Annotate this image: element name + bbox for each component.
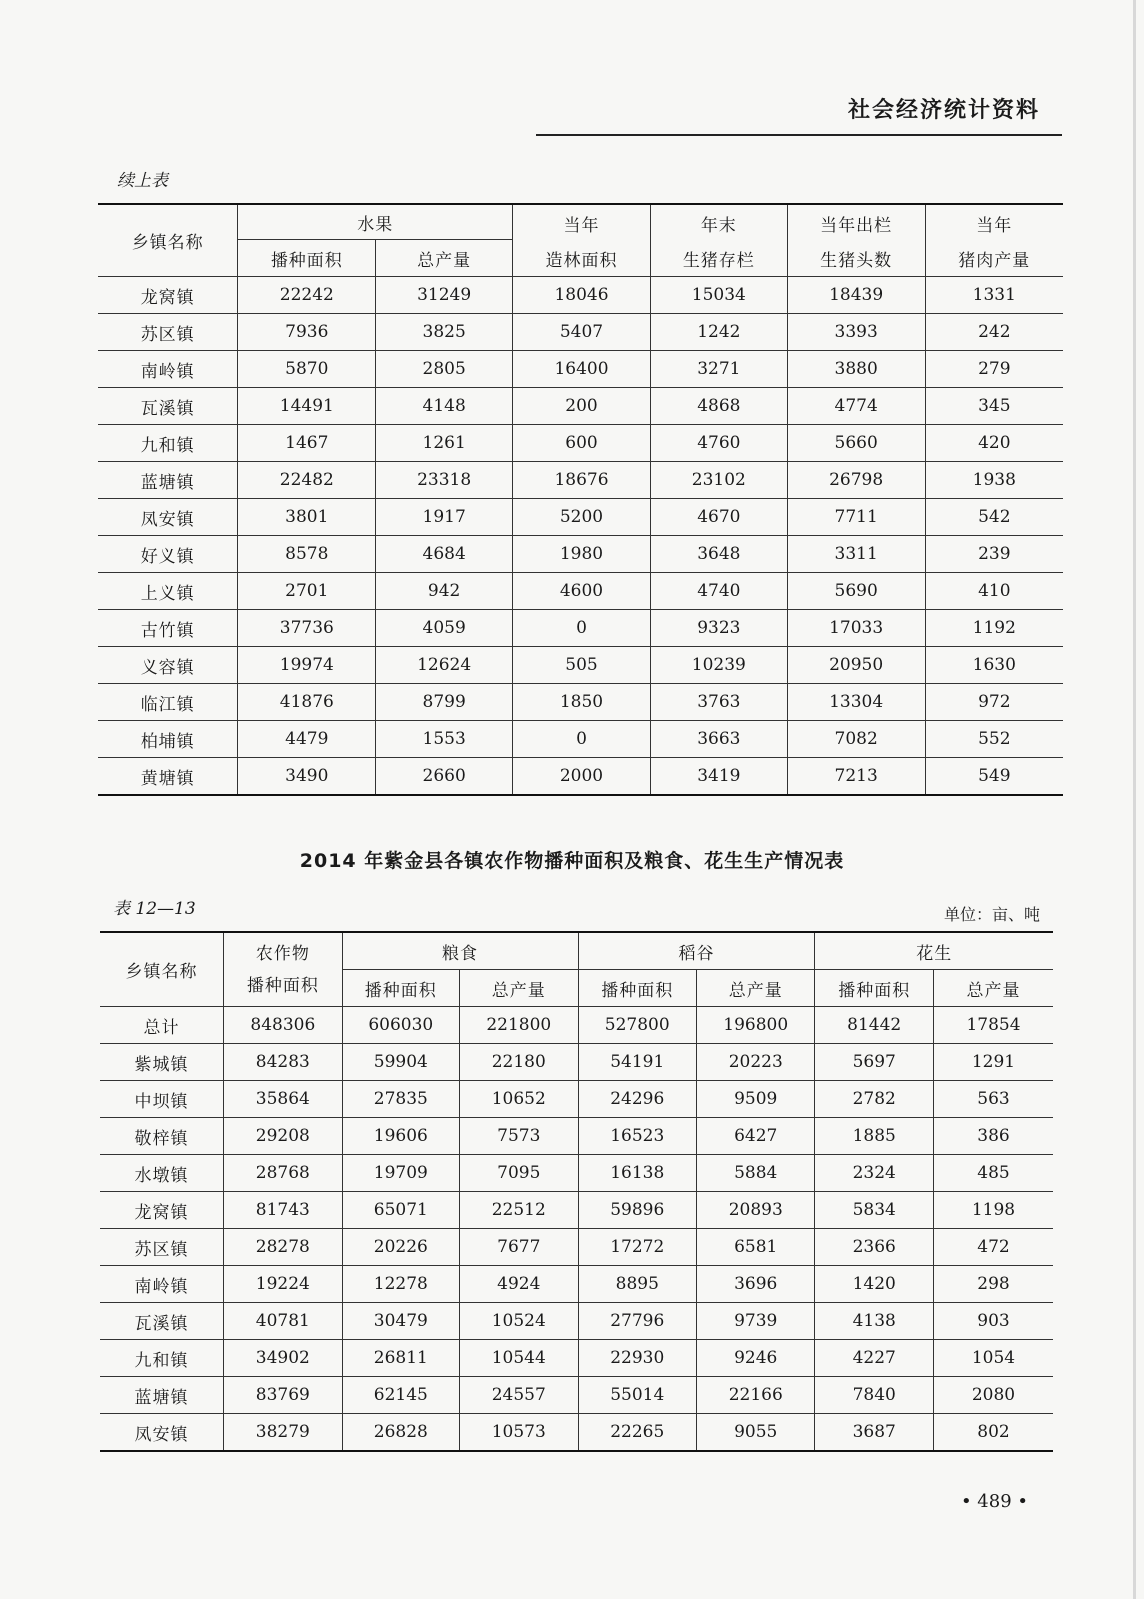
page-number: • 489 • bbox=[960, 1491, 1028, 1512]
header-crop-area bbox=[224, 932, 342, 1007]
value-cell: 5200 bbox=[513, 499, 651, 536]
header-line: 当年 bbox=[976, 215, 1013, 236]
value-cell: 1331 bbox=[925, 277, 1063, 314]
value-cell: 40781 bbox=[224, 1303, 342, 1340]
value-cell: 5690 bbox=[787, 573, 925, 610]
value-cell: 2000 bbox=[513, 758, 651, 796]
town-name-cell: 南岭镇 bbox=[98, 351, 238, 388]
table-row bbox=[100, 1044, 1053, 1081]
value-cell: 3648 bbox=[650, 536, 787, 573]
header-line: 农作物 bbox=[255, 943, 310, 964]
value-cell: 6581 bbox=[697, 1229, 815, 1266]
value-cell: 1553 bbox=[376, 721, 513, 758]
town-name-cell: 蓝塘镇 bbox=[98, 462, 238, 499]
value-cell: 9509 bbox=[697, 1081, 815, 1118]
value-cell: 3687 bbox=[815, 1414, 933, 1452]
value-cell: 4684 bbox=[376, 536, 513, 573]
value-cell: 505 bbox=[513, 647, 651, 684]
value-cell: 24296 bbox=[578, 1081, 696, 1118]
value-cell: 22482 bbox=[238, 462, 376, 499]
value-cell: 4227 bbox=[815, 1340, 933, 1377]
table2-unit: 单位：亩、吨 bbox=[943, 905, 1040, 924]
value-cell: 196800 bbox=[697, 1007, 815, 1044]
value-cell: 10544 bbox=[460, 1340, 578, 1377]
value-cell: 2701 bbox=[238, 573, 376, 610]
table1-body bbox=[98, 277, 1063, 796]
value-cell: 4670 bbox=[650, 499, 787, 536]
table-row bbox=[98, 721, 1063, 758]
town-name-cell: 龙窝镇 bbox=[98, 277, 238, 314]
running-head: 社会经济统计资料 bbox=[847, 98, 1040, 123]
scan-edge bbox=[1133, 0, 1136, 1599]
table-row bbox=[98, 351, 1063, 388]
header-fruit-output: 总产量 bbox=[376, 240, 513, 277]
header-line: 当年出栏 bbox=[820, 215, 893, 236]
value-cell: 7095 bbox=[460, 1155, 578, 1192]
value-cell: 34902 bbox=[224, 1340, 342, 1377]
value-cell: 221800 bbox=[460, 1007, 578, 1044]
value-cell: 1420 bbox=[815, 1266, 933, 1303]
town-name-cell: 苏区镇 bbox=[98, 314, 238, 351]
header-line: 生猪头数 bbox=[820, 250, 893, 271]
value-cell: 4600 bbox=[513, 573, 651, 610]
value-cell: 9739 bbox=[697, 1303, 815, 1340]
value-cell: 242 bbox=[925, 314, 1063, 351]
table-row bbox=[100, 1266, 1053, 1303]
header-afforestation bbox=[513, 204, 651, 277]
value-cell: 22512 bbox=[460, 1192, 578, 1229]
value-cell: 12278 bbox=[342, 1266, 459, 1303]
header-line: 造林面积 bbox=[545, 250, 618, 271]
value-cell: 65071 bbox=[342, 1192, 459, 1229]
town-name-cell: 紫城镇 bbox=[100, 1044, 224, 1081]
town-name-cell: 瓦溪镇 bbox=[100, 1303, 224, 1340]
value-cell: 3801 bbox=[238, 499, 376, 536]
value-cell: 2366 bbox=[815, 1229, 933, 1266]
header-line: 生猪存栏 bbox=[682, 250, 755, 271]
value-cell: 5407 bbox=[513, 314, 651, 351]
table-row bbox=[98, 425, 1063, 462]
table-row bbox=[100, 1303, 1053, 1340]
table-row bbox=[100, 1081, 1053, 1118]
value-cell: 472 bbox=[933, 1229, 1053, 1266]
value-cell: 9246 bbox=[697, 1340, 815, 1377]
value-cell: 81442 bbox=[815, 1007, 933, 1044]
town-name-cell: 古竹镇 bbox=[98, 610, 238, 647]
value-cell: 1261 bbox=[376, 425, 513, 462]
value-cell: 2660 bbox=[376, 758, 513, 796]
value-cell: 279 bbox=[925, 351, 1063, 388]
value-cell: 3393 bbox=[787, 314, 925, 351]
value-cell: 83769 bbox=[224, 1377, 342, 1414]
town-name-cell: 凤安镇 bbox=[100, 1414, 224, 1452]
value-cell: 549 bbox=[925, 758, 1063, 796]
value-cell: 23102 bbox=[650, 462, 787, 499]
header-line: 播种面积 bbox=[246, 975, 319, 996]
value-cell: 22180 bbox=[460, 1044, 578, 1081]
town-name-cell: 蓝塘镇 bbox=[100, 1377, 224, 1414]
town-name-cell: 南岭镇 bbox=[100, 1266, 224, 1303]
value-cell: 4479 bbox=[238, 721, 376, 758]
town-name-cell: 敬梓镇 bbox=[100, 1118, 224, 1155]
value-cell: 298 bbox=[933, 1266, 1053, 1303]
value-cell: 5870 bbox=[238, 351, 376, 388]
value-cell: 4740 bbox=[650, 573, 787, 610]
value-cell: 4924 bbox=[460, 1266, 578, 1303]
value-cell: 10239 bbox=[650, 647, 787, 684]
value-cell: 20226 bbox=[342, 1229, 459, 1266]
value-cell: 972 bbox=[925, 684, 1063, 721]
value-cell: 7677 bbox=[460, 1229, 578, 1266]
town-name-cell: 瓦溪镇 bbox=[98, 388, 238, 425]
table-row bbox=[98, 462, 1063, 499]
value-cell: 2782 bbox=[815, 1081, 933, 1118]
town-name-cell: 总计 bbox=[100, 1007, 224, 1044]
table-row bbox=[98, 388, 1063, 425]
value-cell: 4138 bbox=[815, 1303, 933, 1340]
value-cell: 8578 bbox=[238, 536, 376, 573]
header-rule bbox=[536, 134, 1062, 136]
value-cell: 19224 bbox=[224, 1266, 342, 1303]
table-row bbox=[98, 499, 1063, 536]
value-cell: 1192 bbox=[925, 610, 1063, 647]
value-cell: 7840 bbox=[815, 1377, 933, 1414]
value-cell: 942 bbox=[376, 573, 513, 610]
town-name-cell: 九和镇 bbox=[100, 1340, 224, 1377]
value-cell: 3419 bbox=[650, 758, 787, 796]
value-cell: 23318 bbox=[376, 462, 513, 499]
table-row bbox=[98, 573, 1063, 610]
value-cell: 20223 bbox=[697, 1044, 815, 1081]
value-cell: 19974 bbox=[238, 647, 376, 684]
town-name-cell: 柏埔镇 bbox=[98, 721, 238, 758]
value-cell: 30479 bbox=[342, 1303, 459, 1340]
value-cell: 59896 bbox=[578, 1192, 696, 1229]
value-cell: 1850 bbox=[513, 684, 651, 721]
value-cell: 386 bbox=[933, 1118, 1053, 1155]
header-peanut-output: 总产量 bbox=[933, 970, 1053, 1007]
value-cell: 54191 bbox=[578, 1044, 696, 1081]
value-cell: 2324 bbox=[815, 1155, 933, 1192]
town-name-cell: 临江镇 bbox=[98, 684, 238, 721]
value-cell: 81743 bbox=[224, 1192, 342, 1229]
table1-caption: 续上表 bbox=[117, 171, 168, 191]
value-cell: 7213 bbox=[787, 758, 925, 796]
value-cell: 20893 bbox=[697, 1192, 815, 1229]
value-cell: 12624 bbox=[376, 647, 513, 684]
value-cell: 0 bbox=[513, 610, 651, 647]
header-pig-stock bbox=[650, 204, 787, 277]
value-cell: 31249 bbox=[376, 277, 513, 314]
value-cell: 26798 bbox=[787, 462, 925, 499]
value-cell: 527800 bbox=[578, 1007, 696, 1044]
value-cell: 7573 bbox=[460, 1118, 578, 1155]
value-cell: 1242 bbox=[650, 314, 787, 351]
value-cell: 6427 bbox=[697, 1118, 815, 1155]
value-cell: 8895 bbox=[578, 1266, 696, 1303]
header-fruit-area: 播种面积 bbox=[238, 240, 376, 277]
value-cell: 4760 bbox=[650, 425, 787, 462]
value-cell: 9055 bbox=[697, 1414, 815, 1452]
table2-title: 2014 年紫金县各镇农作物播种面积及粮食、花生生产情况表 bbox=[299, 850, 845, 872]
value-cell: 9323 bbox=[650, 610, 787, 647]
header-peanut: 花生 bbox=[815, 932, 1053, 970]
town-name-cell: 水墩镇 bbox=[100, 1155, 224, 1192]
value-cell: 16400 bbox=[513, 351, 651, 388]
value-cell: 542 bbox=[925, 499, 1063, 536]
town-name-cell: 凤安镇 bbox=[98, 499, 238, 536]
value-cell: 345 bbox=[925, 388, 1063, 425]
value-cell: 903 bbox=[933, 1303, 1053, 1340]
value-cell: 4148 bbox=[376, 388, 513, 425]
value-cell: 239 bbox=[925, 536, 1063, 573]
value-cell: 4774 bbox=[787, 388, 925, 425]
value-cell: 20950 bbox=[787, 647, 925, 684]
value-cell: 22265 bbox=[578, 1414, 696, 1452]
table-livestock-fruit bbox=[98, 203, 1063, 796]
value-cell: 3763 bbox=[650, 684, 787, 721]
value-cell: 38279 bbox=[224, 1414, 342, 1452]
table-row bbox=[100, 1377, 1053, 1414]
value-cell: 4868 bbox=[650, 388, 787, 425]
value-cell: 606030 bbox=[342, 1007, 459, 1044]
table-crops-grain-peanut bbox=[100, 931, 1053, 1452]
value-cell: 1467 bbox=[238, 425, 376, 462]
header-town-name: 乡镇名称 bbox=[98, 204, 238, 277]
header-grain: 粮食 bbox=[342, 932, 578, 970]
town-name-cell: 中坝镇 bbox=[100, 1081, 224, 1118]
header-line: 当年 bbox=[563, 215, 600, 236]
value-cell: 3311 bbox=[787, 536, 925, 573]
header-peanut-area: 播种面积 bbox=[815, 970, 933, 1007]
value-cell: 16523 bbox=[578, 1118, 696, 1155]
value-cell: 410 bbox=[925, 573, 1063, 610]
value-cell: 1980 bbox=[513, 536, 651, 573]
value-cell: 848306 bbox=[224, 1007, 342, 1044]
value-cell: 18439 bbox=[787, 277, 925, 314]
value-cell: 35864 bbox=[224, 1081, 342, 1118]
table-row bbox=[98, 277, 1063, 314]
value-cell: 5660 bbox=[787, 425, 925, 462]
value-cell: 14491 bbox=[238, 388, 376, 425]
town-name-cell: 黄塘镇 bbox=[98, 758, 238, 796]
table-row bbox=[100, 1192, 1053, 1229]
value-cell: 26828 bbox=[342, 1414, 459, 1452]
value-cell: 7936 bbox=[238, 314, 376, 351]
value-cell: 1291 bbox=[933, 1044, 1053, 1081]
value-cell: 3271 bbox=[650, 351, 787, 388]
value-cell: 3663 bbox=[650, 721, 787, 758]
value-cell: 18046 bbox=[513, 277, 651, 314]
value-cell: 37736 bbox=[238, 610, 376, 647]
table-row bbox=[98, 647, 1063, 684]
value-cell: 27796 bbox=[578, 1303, 696, 1340]
value-cell: 563 bbox=[933, 1081, 1053, 1118]
table-row bbox=[98, 536, 1063, 573]
value-cell: 7082 bbox=[787, 721, 925, 758]
table-row bbox=[98, 758, 1063, 796]
header-pigs-slaughtered bbox=[787, 204, 925, 277]
header-pork-output bbox=[925, 204, 1063, 277]
value-cell: 17272 bbox=[578, 1229, 696, 1266]
value-cell: 13304 bbox=[787, 684, 925, 721]
town-name-cell: 苏区镇 bbox=[100, 1229, 224, 1266]
value-cell: 22242 bbox=[238, 277, 376, 314]
town-name-cell: 好义镇 bbox=[98, 536, 238, 573]
header-line: 猪肉产量 bbox=[958, 250, 1031, 271]
value-cell: 4059 bbox=[376, 610, 513, 647]
value-cell: 600 bbox=[513, 425, 651, 462]
header-rice-area: 播种面积 bbox=[578, 970, 696, 1007]
table-row bbox=[98, 314, 1063, 351]
value-cell: 28278 bbox=[224, 1229, 342, 1266]
header-line: 年末 bbox=[700, 215, 737, 236]
value-cell: 485 bbox=[933, 1155, 1053, 1192]
header-rice: 稻谷 bbox=[578, 932, 815, 970]
value-cell: 1054 bbox=[933, 1340, 1053, 1377]
value-cell: 1630 bbox=[925, 647, 1063, 684]
header-grain-output: 总产量 bbox=[460, 970, 578, 1007]
value-cell: 8799 bbox=[376, 684, 513, 721]
value-cell: 84283 bbox=[224, 1044, 342, 1081]
value-cell: 26811 bbox=[342, 1340, 459, 1377]
value-cell: 28768 bbox=[224, 1155, 342, 1192]
table-row bbox=[100, 1414, 1053, 1452]
value-cell: 5697 bbox=[815, 1044, 933, 1081]
header-rice-output: 总产量 bbox=[697, 970, 815, 1007]
value-cell: 3490 bbox=[238, 758, 376, 796]
value-cell: 1198 bbox=[933, 1192, 1053, 1229]
table-row bbox=[100, 1007, 1053, 1044]
value-cell: 41876 bbox=[238, 684, 376, 721]
value-cell: 2080 bbox=[933, 1377, 1053, 1414]
value-cell: 55014 bbox=[578, 1377, 696, 1414]
value-cell: 18676 bbox=[513, 462, 651, 499]
value-cell: 1938 bbox=[925, 462, 1063, 499]
header-grain-area: 播种面积 bbox=[342, 970, 459, 1007]
value-cell: 3825 bbox=[376, 314, 513, 351]
value-cell: 22930 bbox=[578, 1340, 696, 1377]
table2-label: 表 12—13 bbox=[113, 899, 196, 919]
value-cell: 1917 bbox=[376, 499, 513, 536]
town-name-cell: 九和镇 bbox=[98, 425, 238, 462]
value-cell: 62145 bbox=[342, 1377, 459, 1414]
value-cell: 59904 bbox=[342, 1044, 459, 1081]
value-cell: 5884 bbox=[697, 1155, 815, 1192]
value-cell: 17033 bbox=[787, 610, 925, 647]
value-cell: 802 bbox=[933, 1414, 1053, 1452]
town-name-cell: 义容镇 bbox=[98, 647, 238, 684]
value-cell: 1885 bbox=[815, 1118, 933, 1155]
value-cell: 29208 bbox=[224, 1118, 342, 1155]
value-cell: 552 bbox=[925, 721, 1063, 758]
value-cell: 19709 bbox=[342, 1155, 459, 1192]
value-cell: 15034 bbox=[650, 277, 787, 314]
table-row bbox=[100, 1155, 1053, 1192]
value-cell: 7711 bbox=[787, 499, 925, 536]
value-cell: 10524 bbox=[460, 1303, 578, 1340]
table2-body bbox=[100, 1007, 1053, 1452]
value-cell: 27835 bbox=[342, 1081, 459, 1118]
value-cell: 200 bbox=[513, 388, 651, 425]
value-cell: 3696 bbox=[697, 1266, 815, 1303]
value-cell: 10573 bbox=[460, 1414, 578, 1452]
value-cell: 19606 bbox=[342, 1118, 459, 1155]
value-cell: 5834 bbox=[815, 1192, 933, 1229]
table-row bbox=[98, 684, 1063, 721]
town-name-cell: 上义镇 bbox=[98, 573, 238, 610]
table-row bbox=[98, 610, 1063, 647]
value-cell: 3880 bbox=[787, 351, 925, 388]
header-town-name: 乡镇名称 bbox=[100, 932, 224, 1007]
value-cell: 10652 bbox=[460, 1081, 578, 1118]
value-cell: 2805 bbox=[376, 351, 513, 388]
value-cell: 0 bbox=[513, 721, 651, 758]
town-name-cell: 龙窝镇 bbox=[100, 1192, 224, 1229]
value-cell: 16138 bbox=[578, 1155, 696, 1192]
header-fruit: 水果 bbox=[238, 204, 513, 240]
table-row bbox=[100, 1340, 1053, 1377]
value-cell: 22166 bbox=[697, 1377, 815, 1414]
value-cell: 420 bbox=[925, 425, 1063, 462]
value-cell: 17854 bbox=[933, 1007, 1053, 1044]
table-row bbox=[100, 1229, 1053, 1266]
table-row bbox=[100, 1118, 1053, 1155]
value-cell: 24557 bbox=[460, 1377, 578, 1414]
